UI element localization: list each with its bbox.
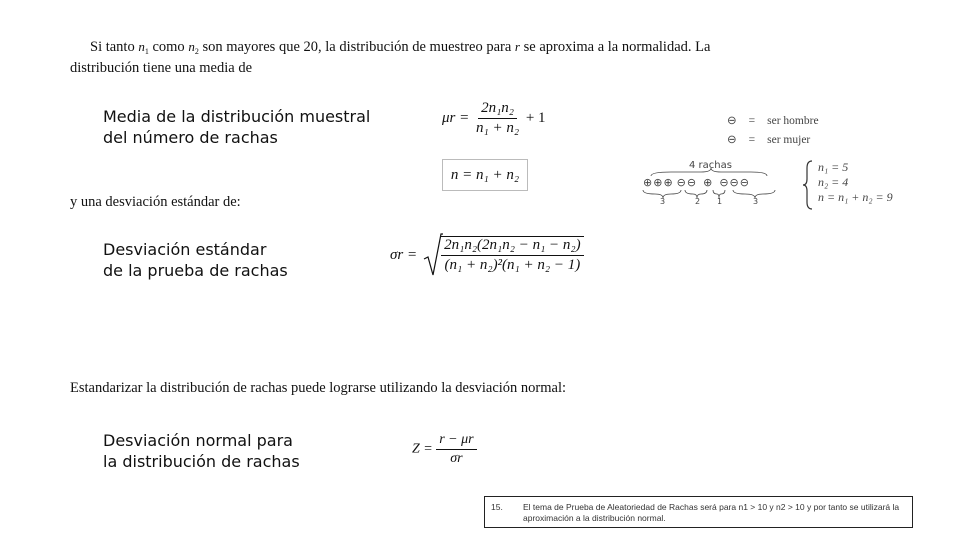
run-count-2: 2 [695,197,701,206]
runs-symbols [643,176,749,189]
n-formula-box [442,159,528,191]
r-symbol: r [514,39,520,54]
runs-title: 4 rachas [689,160,732,171]
legend-equals: = [748,115,756,127]
system-n: n = n₁ + n₂ = 9 [818,190,893,204]
mean-plus-one: + 1 [525,109,546,126]
mean-numerator: 2n₁n₂ [478,100,517,119]
minus-symbol-icon: ⊖ [729,176,739,189]
z-intro: Estandarizar la distribución de rachas puede lograrse utilizando la desviación normal: [70,380,567,396]
mean-denominator: n₁ + n₂ [476,120,520,136]
std-lhs: σr = [390,246,418,263]
n2-subscript: 2 [194,47,199,56]
std-denominator: (n₁ + n₂)²(n₁ + n₂ − 1) [444,257,581,273]
mean-label [103,106,370,148]
footnote-text: El tema de Prueba de Aleatoriedad de Rachas será para n1 > 10 y n2 > 10 y por tanto se utilizará la aproximación a la distribución normal. [523,502,900,523]
legend [727,112,819,150]
n1-symbol [138,39,149,54]
intro-text: son mayores que 20, la distribución de muestreo para [198,39,515,55]
legend-minus-meaning: ser mujer [767,134,811,146]
system-n2: n₂ = 4 [818,175,849,189]
run-count-4: 3 [753,197,759,206]
n1-letter: n [138,39,145,54]
plus-symbol-icon: ⊕ [703,176,713,189]
z-fraction [436,432,476,467]
intro-text: como [148,39,189,55]
intro-text: Si tanto [90,39,139,55]
minus-symbol-icon: ⊖ [719,176,729,189]
intro-paragraph [70,38,760,77]
mean-lhs: μr = [442,109,470,126]
std-fraction [441,236,584,274]
z-numerator: r − μr [436,432,476,450]
plus-symbol-icon: ⊕ [653,176,663,189]
std-label-line-2: de la prueba de rachas [103,261,288,280]
z-lhs: Z = [412,441,433,457]
z-label-line-2: la distribución de rachas [103,452,300,471]
mean-fraction [473,100,522,137]
footnote-number: 15. [491,502,503,512]
minus-symbol-icon: ⊖ [686,176,697,189]
legend-row-plus [727,112,819,131]
std-numerator: 2n₁n₂(2n₁n₂ − n₁ − n₂) [441,237,584,256]
intro-text: se aproxima a la normalidad. La [519,39,711,55]
footnote-box [484,496,913,528]
n1-subscript: 1 [144,47,149,56]
run-count-3: 1 [717,197,723,206]
std-label [103,239,288,281]
left-brace-icon [802,160,814,210]
mean-label-line-2: del número de rachas [103,128,278,147]
system-lines [818,160,893,205]
plus-symbol-icon: ⊕ [663,176,673,189]
minus-symbol-icon: ⊖ [676,176,686,189]
z-label-line-1: Desviación normal para [103,431,293,450]
system-n1: n₁ = 5 [818,160,849,174]
intro-line-2: distribución tiene una media de [70,60,253,76]
z-label [103,430,300,472]
std-label-line-1: Desviación estándar [103,240,267,259]
legend-row-minus [727,131,819,150]
runs-example [641,160,779,208]
mean-label-line-1: Media de la distribución muestral [103,107,371,126]
mean-formula [442,100,546,137]
intro-line-1 [70,38,760,60]
n2-letter: n [188,39,195,54]
std-formula [390,233,584,277]
sqrt-icon [423,233,443,277]
run-count-1: 3 [660,197,666,206]
minus-symbol-icon: ⊖ [727,134,737,146]
std-intro: y una desviación estándar de: [70,194,241,210]
n2-symbol [188,39,199,54]
legend-plus-meaning: ser hombre [767,115,819,127]
legend-equals: = [748,134,756,146]
minus-symbol-icon: ⊖ [727,115,737,127]
z-denominator: σr [450,451,463,466]
z-formula [412,432,477,467]
n-formula: n = n₁ + n₂ [450,166,520,183]
minus-symbol-icon: ⊖ [739,176,749,189]
plus-symbol-icon: ⊕ [643,176,653,189]
